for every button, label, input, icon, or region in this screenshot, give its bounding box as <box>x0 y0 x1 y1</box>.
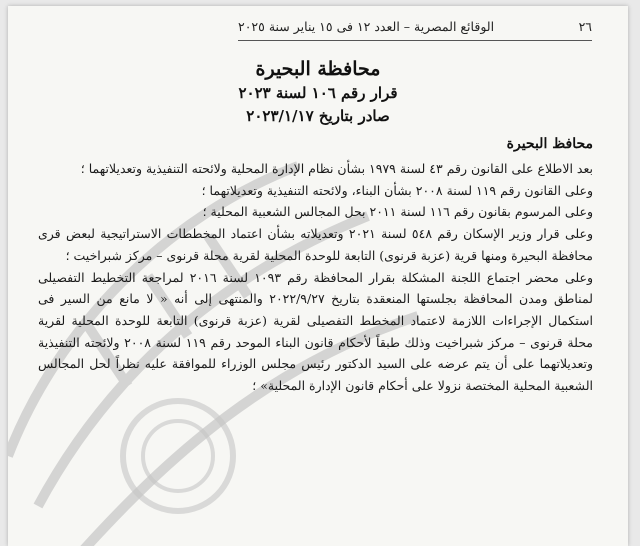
issued-date: صادر بتاريخ ٢٠٢٣/١/١٧ <box>246 107 390 125</box>
decree-number: قرار رقم ١٠٦ لسنة ٢٠٢٣ <box>238 84 398 102</box>
section-heading: محافظ البحيرة <box>506 136 593 152</box>
decree-body <box>38 158 593 397</box>
running-header <box>238 19 592 34</box>
paragraph: وعلى محضر اجتماع اللجنة المشكلة بقرار المحافظة رقم ١٠٩٣ لسنة ٢٠١٦ لمراجعة التخطيط التفصيلى لمناطق ومدن المحافظة بجلستها المنعقدة بتاريخ ٢٠٢٢/٩/٢٧ والمنتهى إلى أنه « لا مانع من السير فى استكمال الإجراءات اللازمة لاعتماد المخطط التفصيلى لقرية (عزبة قرنوى) التابعة للوحدة المحلية لقرية محلة قرنوى – مركز شبراخيت وذلك طبقاً لأحكام قانون البناء الموحد رقم ١١٩ لسنة ٢٠٠٨ ولائحته التنفيذية وتعديلاتهما على أن يتم عرضه على السيد الدكتور رئيس مجلس الوزراء للموافقة عليه نظراً لحل المجالس الشعبية المحلية المختصة نزولا على أحكام قانون الإدارة المحلية» ؛ <box>38 269 594 394</box>
document-page <box>8 6 628 546</box>
page-number: ٢٦ <box>578 19 592 34</box>
publication-info: الوقائع المصرية – العدد ١٢ فى ١٥ يناير سنة ٢٠٢٥ <box>238 19 495 34</box>
paragraph: بعد الاطلاع على القانون رقم ٤٣ لسنة ١٩٧٩ بشأن نظام الإدارة المحلية ولائحته التنفيذية وتعديلاتهما ؛ <box>80 161 593 176</box>
paragraph: وعلى المرسوم بقانون رقم ١١٦ لسنة ٢٠١١ بحل المجالس الشعبية المحلية ؛ <box>202 204 593 220</box>
paragraph: وعلى القانون رقم ١١٩ لسنة ٢٠٠٨ بشأن البناء، ولائحته التنفيذية وتعديلاتهما ؛ <box>201 182 593 198</box>
header-rule <box>238 40 592 41</box>
paragraph: وعلى قرار وزير الإسكان رقم ٥٤٨ لسنة ٢٠٢١ وتعديلاته بشأن اعتماد المخططات الاستراتيجية لبعض قرى محافظة البحيرة ومنها قرية (عزبة قرنوى) التابعة للوحدة المحلية لقرية محلة قرنوى – مركز شبراخيت ؛ <box>38 226 594 263</box>
document-title: محافظة البحيرة <box>255 58 381 80</box>
